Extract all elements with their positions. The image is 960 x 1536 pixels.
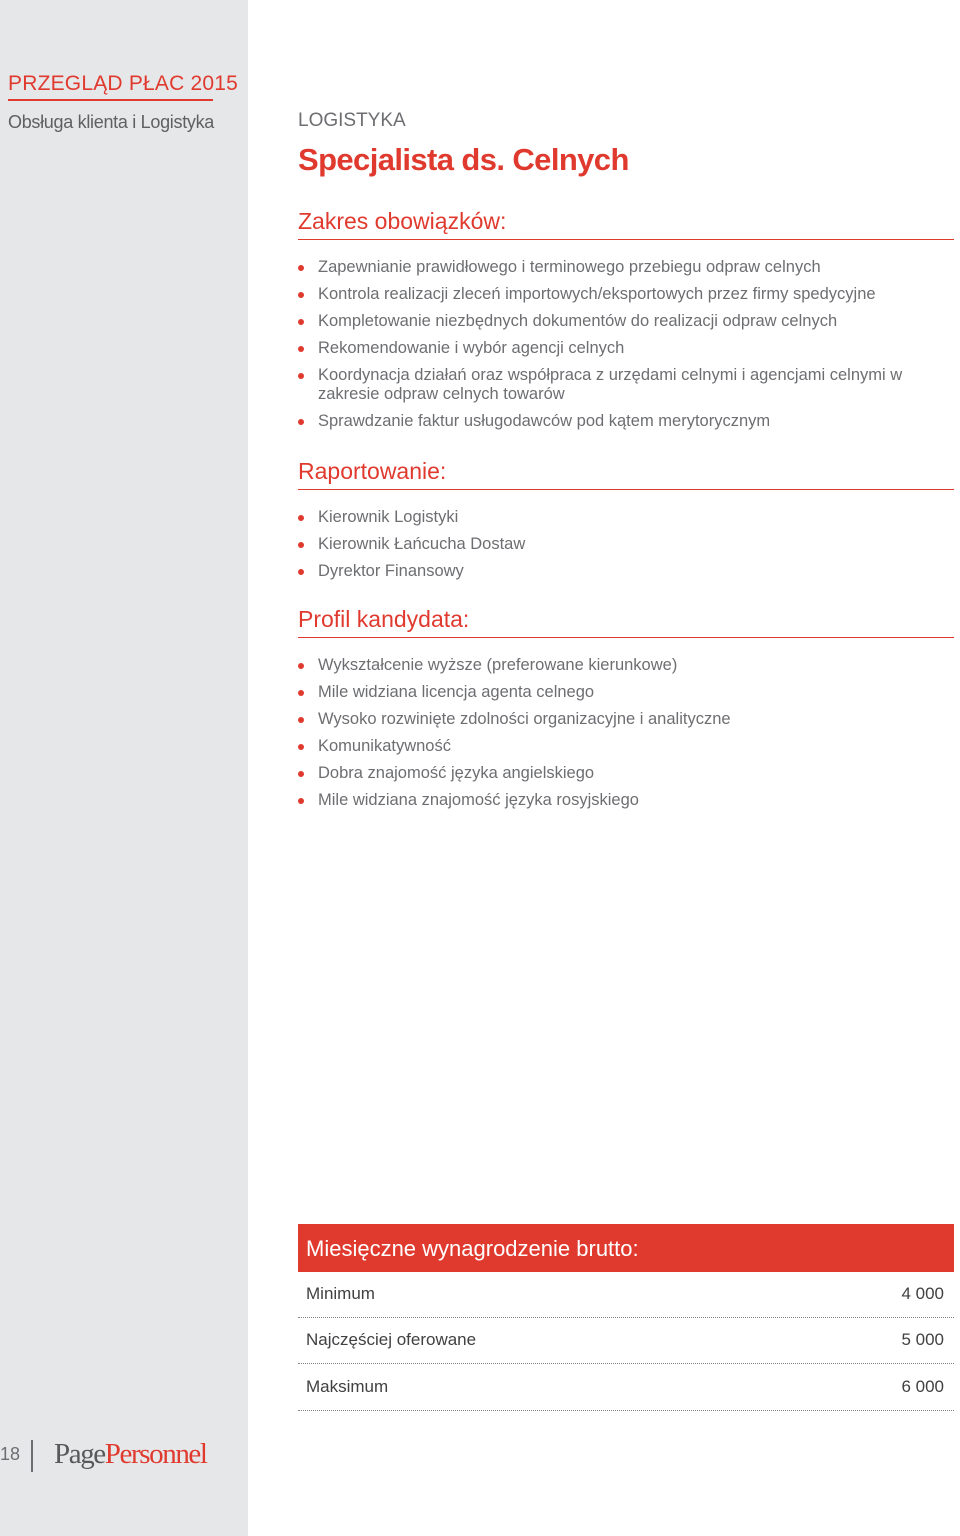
list-item-text: Kontrola realizacji zleceń importowych/eksportowych przez firmy spedycyjne bbox=[318, 285, 876, 303]
bullet-icon bbox=[298, 569, 304, 575]
bullet-icon bbox=[298, 346, 304, 352]
list-item bbox=[298, 737, 954, 756]
list-item bbox=[298, 285, 954, 304]
salary-label: Minimum bbox=[306, 1284, 375, 1303]
report-subtitle: Obsługa klienta i Logistyka bbox=[8, 112, 215, 132]
list-item-text: Mile widziana znajomość języka rosyjskiego bbox=[318, 791, 639, 809]
list-item-text: Zapewnianie prawidłowego i terminowego przebiegu odpraw celnych bbox=[318, 258, 821, 276]
list-item bbox=[298, 412, 954, 431]
list-item-text: Wysoko rozwinięte zdolności organizacyjne i analityczne bbox=[318, 710, 731, 728]
list-item bbox=[298, 258, 954, 277]
bullet-icon bbox=[298, 419, 304, 425]
list-item bbox=[298, 710, 954, 729]
salary-value: 5 000 bbox=[901, 1330, 944, 1349]
logo-part-personnel: Personnel bbox=[104, 1438, 207, 1470]
bullet-icon bbox=[298, 515, 304, 521]
salary-label: Maksimum bbox=[306, 1377, 389, 1396]
list-item-text: Koordynacja działań oraz współpraca z urzędami celnymi i agencjami celnymi w zakresie odpraw celnych towarów bbox=[318, 366, 903, 403]
list-item bbox=[298, 656, 954, 675]
bullet-icon bbox=[298, 319, 304, 325]
salary-heading: Miesięczne wynagrodzenie brutto: bbox=[298, 1224, 954, 1272]
reporting-heading: Raportowanie: bbox=[298, 458, 954, 490]
salary-value: 4 000 bbox=[901, 1284, 944, 1303]
list-item-text: Kierownik Logistyki bbox=[318, 508, 459, 526]
bullet-icon bbox=[298, 663, 304, 669]
bullet-icon bbox=[298, 771, 304, 777]
list-item-text: Kompletowanie niezbędnych dokumentów do realizacji odpraw celnych bbox=[318, 312, 838, 330]
job-title: Specjalista ds. Celnych bbox=[298, 142, 629, 177]
list-item-text: Rekomendowanie i wybór agencji celnych bbox=[318, 339, 625, 357]
bullet-icon bbox=[298, 798, 304, 804]
salary-row-maximum bbox=[298, 1365, 954, 1411]
page-number-divider bbox=[31, 1440, 33, 1472]
list-item bbox=[298, 683, 954, 702]
category-label: LOGISTYKA bbox=[298, 110, 406, 131]
list-item-text: Komunikatywność bbox=[318, 737, 451, 755]
list-item-text: Dyrektor Finansowy bbox=[318, 562, 464, 580]
list-item bbox=[298, 791, 954, 810]
report-title: PRZEGLĄD PŁAC 2015 bbox=[8, 72, 213, 101]
reporting-list bbox=[298, 508, 954, 589]
duties-list bbox=[298, 258, 954, 439]
list-item bbox=[298, 508, 954, 527]
list-item bbox=[298, 339, 954, 358]
list-item-text: Mile widziana licencja agenta celnego bbox=[318, 683, 595, 701]
list-item bbox=[298, 312, 954, 331]
list-item bbox=[298, 366, 954, 404]
bullet-icon bbox=[298, 542, 304, 548]
list-item-text: Wykształcenie wyższe (preferowane kierunkowe) bbox=[318, 656, 678, 674]
bullet-icon bbox=[298, 744, 304, 750]
bullet-icon bbox=[298, 265, 304, 271]
bullet-icon bbox=[298, 717, 304, 723]
list-item bbox=[298, 562, 954, 581]
salary-row-most-offered bbox=[298, 1318, 954, 1364]
bullet-icon bbox=[298, 690, 304, 696]
bullet-icon bbox=[298, 292, 304, 298]
profile-heading: Profil kandydata: bbox=[298, 606, 954, 638]
duties-heading: Zakres obowiązków: bbox=[298, 208, 954, 240]
list-item-text: Kierownik Łańcucha Dostaw bbox=[318, 535, 526, 553]
list-item bbox=[298, 535, 954, 554]
profile-list bbox=[298, 656, 954, 818]
page-number: 18 bbox=[0, 1444, 21, 1464]
salary-label: Najczęściej oferowane bbox=[306, 1330, 477, 1349]
bullet-icon bbox=[298, 373, 304, 379]
list-item bbox=[298, 764, 954, 783]
salary-row-minimum bbox=[298, 1272, 954, 1318]
list-item-text: Dobra znajomość języka angielskiego bbox=[318, 764, 595, 782]
salary-value: 6 000 bbox=[901, 1377, 944, 1396]
logo-part-page: Page bbox=[54, 1438, 105, 1470]
list-item-text: Sprawdzanie faktur usługodawców pod kątem merytorycznym bbox=[318, 412, 771, 430]
sidebar bbox=[0, 0, 248, 1536]
page-personnel-logo bbox=[54, 1438, 207, 1471]
